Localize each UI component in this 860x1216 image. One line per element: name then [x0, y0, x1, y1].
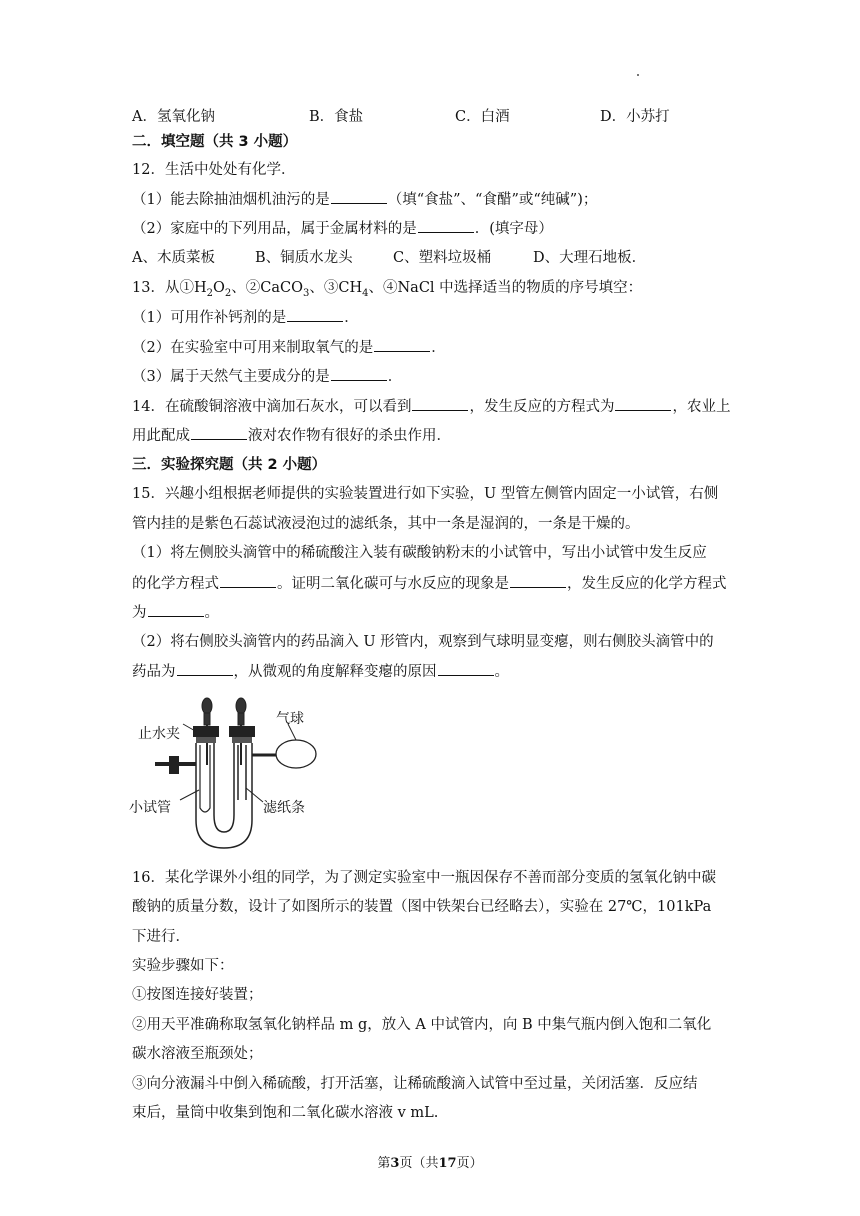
- answer-blank[interactable]: [418, 218, 474, 233]
- scan-dot: [637, 74, 639, 76]
- q15-line-1: 15．兴趣小组根据老师提供的实验装置进行如下实验，U 型管左侧管内固定一小试管，右侧: [132, 486, 719, 502]
- q12-p2-post: ．(填字母）: [474, 221, 553, 237]
- q16-step-3a: ③向分液漏斗中倒入稀硫酸，打开活塞，让稀硫酸滴入试管中至过量，关闭活塞．反应结: [132, 1076, 698, 1092]
- q15-line-3: （1）将左侧胶头滴管中的稀硫酸注入装有碳酸钠粉末的小试管中，写出小试管中发生反应: [132, 545, 707, 561]
- q14-line-1: 14．在硫酸铜溶液中滴加石灰水，可以看到 ，发生反应的方程式为 ，农业上: [132, 396, 730, 417]
- q15-line-4: 的化学方程式 。证明二氧化碳可与水反应的现象是 ，发生反应的化学方程式: [132, 573, 727, 594]
- stop-clamp-icon: [169, 756, 179, 774]
- answer-blank[interactable]: [615, 396, 671, 411]
- answer-blank[interactable]: [412, 396, 468, 411]
- label-filter-paper: 滤纸条: [263, 800, 305, 816]
- answer-blank[interactable]: [331, 189, 387, 204]
- label-balloon: 气球: [276, 711, 304, 727]
- q12-p2-pre: （2）家庭中的下列用品，属于金属材料的是: [132, 221, 417, 237]
- q13-part-1: （1）可用作补钙剂的是 ．: [132, 307, 359, 328]
- answer-blank[interactable]: [287, 307, 343, 322]
- page-number: 3: [390, 1156, 400, 1171]
- q15-line-7: 药品为 ，从微观的角度解释变瘪的原因 。: [132, 661, 509, 682]
- q16-step-1: ①按图连接好装置；: [132, 987, 263, 1003]
- q15-line-2: 管内挂的是紫色石蕊试液浸泡过的滤纸条，其中一条是湿润的，一条是干燥的。: [132, 516, 640, 532]
- right-stopper: [229, 726, 255, 737]
- balloon-icon: [276, 740, 316, 768]
- q16-step-2a: ②用天平准确称取氢氧化钠样品 m g，放入 A 中试管内，向 B 中集气瓶内倒入饱和二氧化: [132, 1017, 712, 1033]
- q15-line-5: 为 。: [132, 602, 219, 623]
- q11-option-c: C．白酒: [455, 109, 510, 125]
- small-test-tube: [200, 745, 210, 812]
- left-stopper-band: [196, 737, 216, 743]
- answer-blank[interactable]: [191, 425, 247, 440]
- q16-step-2b: 碳水溶液至瓶颈处；: [132, 1046, 263, 1062]
- section-3-title: 三．实验探究题（共 2 小题）: [132, 457, 327, 473]
- answer-blank[interactable]: [438, 661, 494, 676]
- q11-option-b: B．食盐: [309, 109, 364, 125]
- total-pages: 17: [438, 1156, 457, 1171]
- right-stopper-band: [232, 737, 252, 743]
- answer-blank[interactable]: [177, 661, 233, 676]
- q13-part-3: （3）属于天然气主要成分的是 ．: [132, 366, 402, 387]
- q12-option-d: D、大理石地板．: [533, 250, 647, 266]
- q16-line-3: 下进行．: [132, 929, 190, 945]
- q16-steps-title: 实验步骤如下：: [132, 958, 234, 974]
- q12-option-c: C、塑料垃圾桶: [393, 250, 492, 266]
- q12-part-2: [132, 218, 553, 239]
- q12-part-1: [132, 189, 597, 210]
- q12-stem: 12．生活中处处有化学．: [132, 162, 296, 178]
- q12-option-b: B、铜质水龙头: [255, 250, 353, 266]
- answer-blank[interactable]: [220, 573, 276, 588]
- q12-p1-pre: （1）能去除抽油烟机油污的是: [132, 192, 330, 208]
- q13-part-2: （2）在实验室中可用来制取氧气的是 ．: [132, 337, 446, 358]
- q11-option-a: A．氢氧化钠: [132, 109, 215, 125]
- label-small-test-tube: 小试管: [129, 800, 171, 816]
- page-footer: 第3页（共17页）: [377, 1156, 483, 1171]
- q12-option-a: A、木质菜板: [132, 250, 215, 266]
- section-2-title: 二．填空题（共 3 小题）: [132, 134, 298, 150]
- answer-blank[interactable]: [510, 573, 566, 588]
- q14-line-2: 用此配成 液对农作物有很好的杀虫作用．: [132, 425, 451, 446]
- q16-step-3b: 束后，量筒中收集到饱和二氧化碳水溶液 v mL.: [132, 1105, 439, 1121]
- q16-line-2: 酸钠的质量分数，设计了如图所示的装置（图中铁架台已经略去），实验在 27℃，101kPa: [132, 899, 712, 915]
- label-stop-clamp: 止水夹: [138, 726, 180, 742]
- q12-p1-post: （填“食盐”、“食醋”或“纯碱”)；: [387, 192, 598, 208]
- answer-blank[interactable]: [331, 366, 387, 381]
- answer-blank[interactable]: [148, 602, 204, 617]
- u-tube-apparatus-figure: [125, 690, 340, 855]
- q16-line-1: 16．某化学课外小组的同学，为了测定实验室中一瓶因保存不善而部分变质的氢氧化钠中碳: [132, 870, 716, 886]
- q11-option-d: D．小苏打: [600, 109, 670, 125]
- q13-stem: 13．从$①H_2O_2$、②CaCO$_3$、$③CH_4$、④NaCl 中选择适当的物质的序号填空：: [132, 280, 643, 299]
- answer-blank[interactable]: [374, 337, 430, 352]
- q15-line-6: （2）将右侧胶头滴管内的药品滴入 U 形管内，观察到气球明显变瘪，则右侧胶头滴管中的: [132, 634, 714, 650]
